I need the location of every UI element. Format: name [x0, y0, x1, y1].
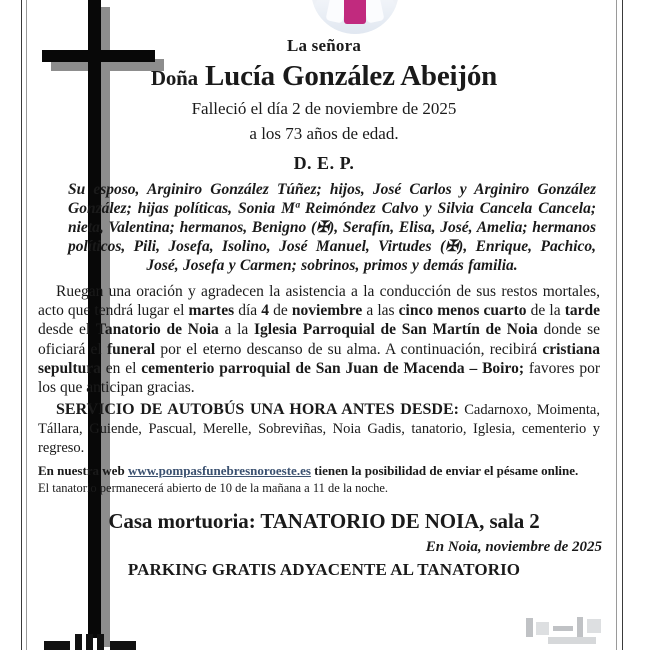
body-emphasis: cementerio parroquial de San Juan de Macenda – Boiro;	[141, 359, 524, 377]
body-text-run: a las	[362, 302, 399, 320]
website-line	[38, 462, 610, 480]
body-emphasis: Iglesia Parroquial de San Martín de Noia	[253, 321, 538, 339]
mortuary-location-line: Casa mortuoria: TANATORIO DE NOIA, sala 2	[108, 509, 540, 534]
body-text-run: desde el	[38, 321, 96, 339]
bus-service-text	[38, 400, 610, 457]
family-members-text: Su esposo, Arginiro González Túñez; hijos, José Carlos y Arginiro González González; hijas políticas, Sonia Mª Reimóndez Calvo y Silvia Cancela Cancela; nieta, Valentina; hermanos, Benigno (✠), Serafín, Elisa, José, Amelia; hermanos políticos, Pili, Josefa, Isolino, José Manuel, Virtudes (✠), Enrique, Pachico, José, Josefa y Carmen; sobrinos, primos y demás familia.	[68, 181, 596, 274]
frame-rule-left-inner	[26, 0, 27, 650]
website-text-after: tienen la posibilidad de enviar el pésame online.	[310, 462, 579, 478]
body-emphasis: martes	[188, 302, 235, 320]
body-text-run: de	[269, 302, 292, 320]
age-line: a los 73 años de edad.	[249, 124, 399, 144]
frame-rule-left-outer	[21, 0, 22, 650]
frame-rule-right-outer	[622, 0, 623, 650]
bus-service-stops: Cadarnoxo, Moimenta, Tállara, Guiende, Pascual, Merelle, Sobreviñas, Noia Gadis, tanatorio, Iglesia, cementerio y regreso.	[38, 402, 600, 456]
body-text-run: por el eterno descanso de su alma. A continuación, recibirá	[155, 340, 543, 358]
body-text-run: de la	[526, 302, 565, 320]
body-emphasis: 4	[261, 302, 270, 320]
body-emphasis: tarde	[564, 302, 600, 320]
funeral-details-text	[38, 282, 610, 397]
body-emphasis: Tanatorio de Noia	[95, 321, 219, 339]
opening-hours-line: El tanatorio permanecerá abierto de 10 de la mañana a 11 de la noche.	[38, 481, 389, 496]
website-text-before: En nuestra web	[38, 462, 128, 478]
body-text-run: favores por los que anticipan gracias.	[38, 359, 600, 396]
body-emphasis: cristiana sepultura	[38, 340, 600, 377]
parking-line: PARKING GRATIS ADYACENTE AL TANATORIO	[127, 560, 521, 580]
body-emphasis: noviembre	[291, 302, 363, 320]
frame-rule-right-inner	[616, 0, 617, 650]
deceased-name: Lucía González Abeijón	[205, 60, 498, 92]
name-prefix: Doña	[150, 66, 198, 90]
body-text-run: Ruegan una oración y agradecen la asistencia a la conducción de sus restos mortales, acto que tendrá lugar el	[38, 282, 600, 320]
death-date-line: Falleció el día 2 de noviembre de 2025	[191, 99, 457, 119]
deceased-name-heading	[38, 61, 610, 92]
bus-service-heading: SERVICIO DE AUTOBÚS UNA HORA ANTES DESDE:	[56, 401, 459, 419]
rip-abbreviation: D. E. P.	[293, 153, 355, 174]
body-text-run: donde se oficiará el	[38, 321, 600, 358]
website-link[interactable]: www.pompasfunebresnoroeste.es	[127, 462, 311, 478]
body-emphasis: cinco menos cuarto	[398, 302, 527, 320]
honorific-line: La señora	[286, 36, 362, 55]
body-text-run: día	[234, 302, 262, 320]
body-text-run: a la	[218, 321, 254, 339]
body-text-run: en el	[100, 359, 142, 377]
place-date-line: En Noia, noviembre de 2025	[425, 539, 602, 556]
obituary-notice	[38, 0, 610, 650]
body-emphasis: funeral	[106, 340, 156, 358]
